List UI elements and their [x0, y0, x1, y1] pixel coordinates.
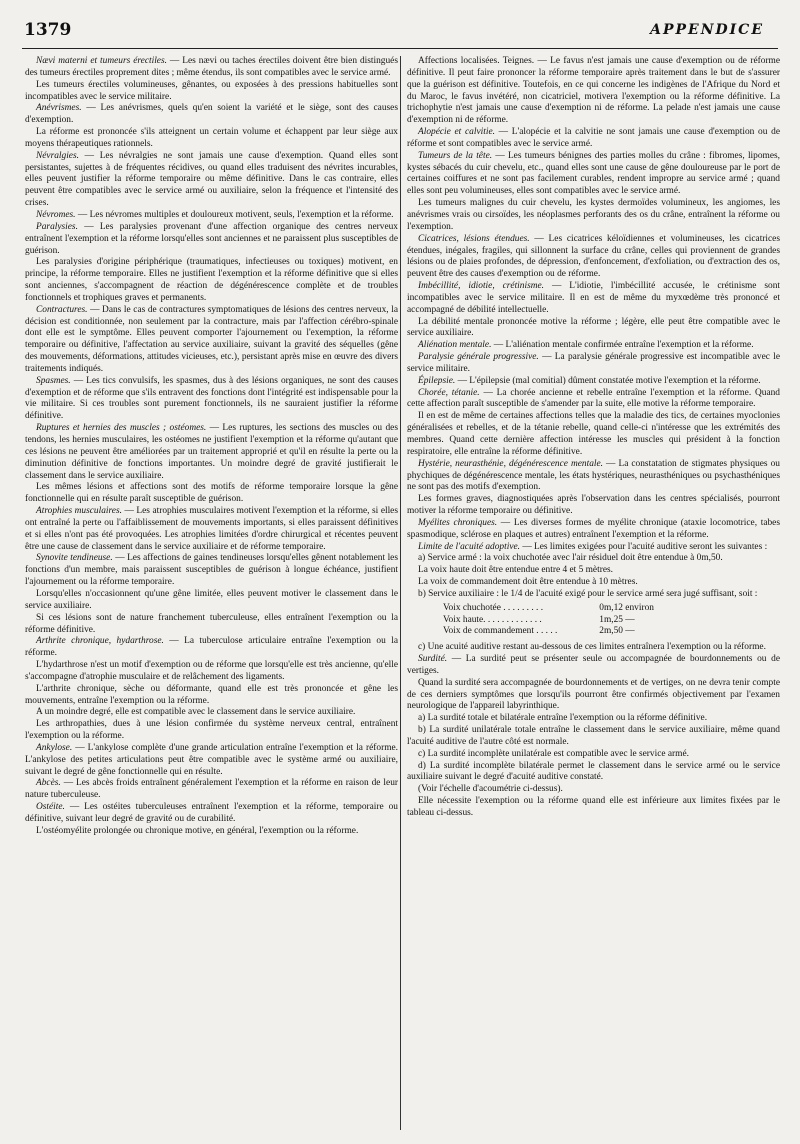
section-heading: Contractures. — [36, 304, 88, 315]
paragraph-text: Lorsqu'elles n'occasionnent qu'une gêne limitée, elles peuvent motiver le classement dans le service auxiliaire. — [25, 588, 398, 611]
paragraph-text: — Les anévrismes, quels qu'en soient la variété et le siège, sont des causes d'exemption. — [25, 103, 398, 126]
voice-table — [443, 603, 673, 638]
voice-label: Voix de commandement . . . . . — [443, 626, 558, 637]
paragraph — [25, 506, 398, 553]
section-heading: Ostéite. — [36, 802, 65, 813]
paragraph-text: Elle nécessite l'exemption ou la réforme quand elle est inférieure aux limites fixées par le tableau ci-dessus. — [407, 796, 780, 819]
paragraph-text: — L'ankylose complète d'une grande articulation entraîne l'exemption et la réforme. L'ankylose des petites articulations peut être compatible avec le système armé ou auxiliaire, suivant le degré de gêne fonctionnelle qui en résulte. — [25, 742, 398, 777]
paragraph — [25, 423, 398, 482]
paragraph — [25, 151, 398, 210]
paragraph — [407, 411, 780, 458]
paragraph-text: L'arthrite chronique, sèche ou déformante, quand elle est très prononcée et gêne les mouvements, entraîne l'exemption ou la réforme. — [25, 683, 398, 706]
right-column-lower — [407, 642, 780, 820]
section-heading: Ankylose. — [36, 742, 73, 753]
paragraph — [407, 725, 780, 749]
paragraph — [407, 713, 780, 725]
paragraph-text: — Les paralysies provenant d'une affection organique des centres nerveux entraînent l'exemption et la réforme lorsqu'elles sont anciennes et ne paraissent plus susceptibles de guérison. — [25, 221, 398, 256]
paragraph-text: — Dans le cas de contractures symptomatiques de lésions des centres nerveux, la décision est conditionnée, non seulement par la contracture, mais par l'affection cérébro-spinale dont elle est le symptôme. Elles peuvent comporter l'ajournement ou l'exemption, la réforme temporaire ou définitive, l'affectation au service auxiliaire, suivant la gravité des séquelles (gêne des mouvements, déformations, attitudes vicieuses, etc.), persistant après mise en œuvre des divers traitements indiqués. — [25, 304, 398, 374]
paragraph-text: — Les ostéites tuberculeuses entraînent l'exemption et la réforme, temporaire ou définitive, suivant leur degré de gravité ou de curabilité. — [25, 802, 398, 824]
paragraph — [25, 636, 398, 660]
paragraph — [407, 542, 780, 554]
paragraph — [25, 376, 398, 423]
header-rule — [22, 48, 778, 49]
paragraph — [407, 127, 780, 151]
left-column — [25, 56, 398, 1130]
paragraph-text: — Les affections de gaines tendineuses lorsqu'elles gênent notablement les fonctions d'un membre, mais paraissent susceptibles de guérison à longue échéance, justifient l'ajournement ou la réforme temporaire. — [25, 553, 398, 588]
paragraph — [407, 151, 780, 198]
paragraph — [407, 678, 780, 714]
paragraph — [25, 719, 398, 743]
section-heading: Limite de l'acuité adoptive. — [418, 541, 520, 552]
paragraph-text: — La tuberculose articulaire entraîne l'exemption ou la réforme. — [25, 636, 398, 659]
paragraph — [407, 234, 780, 281]
paragraph — [25, 210, 398, 222]
paragraph — [25, 613, 398, 637]
paragraph-text: — L'aliénation mentale confirmée entraîne l'exemption et la réforme. — [491, 340, 754, 351]
section-heading: Spasmes. — [36, 375, 71, 386]
paragraph — [25, 684, 398, 708]
voice-label: Voix haute. . . . . . . . . . . . . — [443, 614, 542, 625]
paragraph — [407, 494, 780, 518]
table-row — [443, 603, 673, 615]
paragraph — [407, 642, 780, 654]
paragraph — [407, 796, 780, 820]
section-heading: Atrophies musculaires. — [36, 506, 122, 517]
paragraph — [407, 577, 780, 589]
paragraph-text: — L'alopécie et la calvitie ne sont jamais une cause d'exemption ou de réforme et sont compatibles avec le service armé. — [407, 127, 780, 149]
section-heading: Synovite tendineuse. — [36, 553, 113, 564]
paragraph — [407, 376, 780, 388]
right-column-upper — [407, 56, 780, 601]
section-heading: Aliénation mentale. — [418, 340, 492, 351]
paragraph-text: Les mêmes lésions et affections sont des motifs de réforme temporaire lorsque la gêne fonctionnelle qui en résulte paraît susceptible de guérison. — [25, 482, 398, 505]
paragraph-text: — La surdité peut se présenter seule ou accompagnée de bourdonnements ou de vertiges. — [407, 654, 780, 676]
paragraph-text: — Les abcès froids entraînent généralement l'exemption et la réforme en raison de leur nature tuberculeuse. — [25, 778, 398, 801]
paragraph — [25, 56, 398, 80]
paragraph-text: — Les ruptures, les sections des muscles ou des tendons, les hernies musculaires, les ostéomes ne justifient l'exemption et la réforme qu'autant que ces lésions ne peuvent être améliorées par un traitement approprié et qu'il en résulte la perte ou la diminution définitive de fonctions importantes. Un moindre degré de gravité justifierait le classement dans le service auxiliaire. — [25, 423, 398, 481]
paragraph — [407, 198, 780, 234]
paragraph-text: — La paralysie générale progressive est incompatible avec le service militaire. — [407, 352, 780, 374]
section-heading: Arthrite chronique, hydarthrose. — [36, 636, 164, 647]
section-heading: Paralysie générale progressive. — [418, 352, 539, 363]
paragraph — [407, 565, 780, 577]
running-title: APPENDICE — [650, 22, 764, 38]
paragraph — [407, 317, 780, 341]
paragraph-text: La débilité mentale prononcée motive la réforme ; légère, elle peut être compatible avec le service auxiliaire. — [407, 316, 780, 339]
section-heading: Surdité. — [418, 654, 448, 665]
paragraph-text: — Les névromes multiples et douloureux motivent, seuls, l'exemption et la réforme. — [75, 209, 394, 220]
paragraph — [407, 749, 780, 761]
paragraph — [407, 784, 780, 796]
paragraph — [25, 743, 398, 779]
paragraph-text: Les formes graves, diagnostiquées après l'observation dans les centres spécialisés, pourront motiver la réforme temporaire ou définitive. — [407, 494, 780, 517]
paragraph — [25, 257, 398, 304]
paragraph — [407, 340, 780, 352]
paragraph-text: La réforme est prononcée s'ils atteignent un certain volume et échappent par leur siège aux moyens thérapeutiques rationnels. — [25, 127, 398, 149]
voice-value: 1m,25 — — [599, 614, 635, 625]
paragraph-text: La voix de commandement doit être entendue à 10 mètres. — [418, 577, 638, 588]
paragraph-text: Affections localisées. Teignes. — Le favus n'est jamais une cause d'exemption ou de réforme définitive. Il peut faire prononcer la réforme temporaire après traitement dans le but de s'assurer que la guérison est définitive. Toutefois, en ce qui concerne les indigènes de l'Afrique du Nord et du Maroc, le favus invétéré, non cicatriciel, motivera l'exemption ou la réforme définitive. La trichophytie n'est jamais une cause d'exemption ni de réforme. La pelade n'est jamais une cause d'exemption ni de réforme. — [407, 56, 780, 126]
paragraph — [25, 482, 398, 506]
paragraph — [407, 56, 780, 127]
paragraph — [25, 826, 398, 838]
paragraph-text: (Voir l'échelle d'acoumétrie ci-dessus). — [418, 784, 563, 795]
paragraph — [25, 305, 398, 376]
paragraph-text: c) Une acuité auditive restant au-dessous de ces limites entraînera l'exemption ou la réforme. — [418, 642, 766, 653]
paragraph — [25, 127, 398, 151]
paragraph — [25, 589, 398, 613]
paragraph — [407, 589, 780, 601]
paragraph-text: — La constatation de stigmates physiques ou phychiques de dégénérescence mentale, les états hystériques, neurasthéniques ou psychasthéniques ne sont pas des motifs d'exemption. — [407, 458, 780, 493]
voice-value: 2m,50 — — [599, 626, 635, 637]
paragraph-text: — Les tics convulsifs, les spasmes, dus à des lésions organiques, ne sont des causes d'exemption et de réforme que s'ils entravent des fonctions dont l'intégrité est indispensable pour la vie militaire. Si ces troubles sont purement fonctionnels, ils ne sauraient justifier la réforme définitive. — [25, 375, 398, 422]
paragraph — [407, 281, 780, 317]
section-heading: Chorée, tétanie. — [418, 387, 480, 398]
section-heading: Myélites chroniques. — [418, 517, 498, 528]
paragraph-text: Les tumeurs érectiles volumineuses, gênantes, ou exposées à des pressions habituelles sont incompatibles avec le service militaire. — [25, 79, 398, 102]
paragraph — [407, 518, 780, 542]
section-heading: Névralgies. — [36, 150, 79, 161]
paragraph-text: — Les diverses formes de myélite chronique (ataxie locomotrice, tabes spasmodique, sclérose en plaques et autres) entraînent l'exemption et la réforme. — [407, 517, 780, 540]
column-separator — [400, 56, 401, 1130]
paragraph — [407, 388, 780, 412]
paragraph-text: La voix haute doit être entendue entre 4 et 5 mètres. — [418, 565, 613, 576]
paragraph-text: — L'idiotie, l'imbécillité accusée, le crétinisme sont incompatibles avec le service militaire. Il en est de même du myxœdème très prononcé et accompagné de débilité intellectuelle. — [407, 281, 780, 315]
section-heading: Épilepsie. — [418, 375, 456, 386]
voice-value: 0m,12 environ — [599, 602, 654, 613]
page-number: 1379 — [24, 20, 72, 40]
paragraph-text: Il en est de même de certaines affections telles que la maladie des tics, de certaines myoclonies généralisées et rebelles, et de la tétanie rebelle, quand celle-ci n'intéresse que les extrémités des membres. Quand cette dernière affection intéresse les muscles qui président à la fonction respiratoire, elle entraîne la réforme définitive. — [407, 411, 780, 457]
paragraph-text: — Les limites exigées pour l'acuité auditive seront les suivantes : — [519, 541, 768, 552]
paragraph-text: Les paralysies d'origine périphérique (traumatiques, infectieuses ou toxiques) motivent, en principe, la réforme temporaire. Elles ne justifient l'exemption et la réforme définitive que si elles sont anciennes, s'accompagnent de réaction de dégénérescence complète et de troubles fonctionnels et trophiques graves et permanents. — [25, 257, 398, 303]
paragraph — [25, 660, 398, 684]
paragraph-text: — Les tumeurs bénignes des parties molles du crâne : fibromes, lipomes, kystes sébacés du cuir chevelu, etc., quand elles sont une cause de gêne douloureuse par le port de certaines coiffures et ne sont pas facilement curables, rendent impropre au service armé ; quand elles sont peu volumineuses, elles sont compatibles avec le service armé. — [407, 150, 780, 197]
paragraph-text: A un moindre degré, elle est compatible avec le classement dans le service auxiliaire. — [36, 707, 356, 718]
paragraph-text: — Les atrophies musculaires motivent l'exemption et la réforme, si elles ont entraîné la perte ou l'affaiblissement de mouvements importants, si elles paraissent définitives et si elles n'ont pas été provoquées. Les atrophies limitées d'ordre chirurgical et récentes peuvent être une cause de classement dans le service auxiliaire et de réforme temporaire. — [25, 506, 398, 552]
paragraph-text: — La chorée ancienne et rebelle entraîne l'exemption et la réforme. Quand cette affection paraît susceptible de s'amender par la suite, elle motive la réforme temporaire. — [407, 387, 780, 410]
paragraph-text: b) Service auxiliaire : le 1/4 de l'acuité exigé pour le service armé sera jugé suffisant, soit : — [418, 588, 758, 599]
paragraph-text: c) La surdité incomplète unilatérale est compatible avec le service armé. — [418, 748, 689, 759]
paragraph — [25, 80, 398, 104]
section-heading: Alopécie et calvitie. — [418, 127, 495, 138]
section-heading: Nævi materni et tumeurs érectiles. — [36, 56, 167, 66]
section-heading: Anévrismes. — [36, 103, 82, 114]
paragraph-text: Les arthropathies, dues à une lésion confirmée du système nerveux central, entraînent l'exemption ou la réforme. — [25, 719, 398, 742]
right-column — [407, 56, 780, 1130]
paragraph-text: a) Service armé : la voix chuchotée avec l'air résiduel doit être entendue à 0m,50. — [418, 553, 723, 564]
section-heading: Hystérie, neurasthénie, dégénérescence mentale. — [418, 458, 604, 469]
paragraph — [25, 707, 398, 719]
paragraph-text: — Les nævi ou taches érectiles doivent être bien distingués des tumeurs érectiles proprement dites ; même étendus, ils sont compatibles avec le service armé. — [25, 56, 398, 78]
running-header — [0, 0, 800, 46]
paragraph-text: b) La surdité unilatérale totale entraîne le classement dans le service auxiliaire, même quand l'acuité auditive de l'autre côté est normale. — [407, 725, 780, 747]
paragraph-text: L'hydarthrose n'est un motif d'exemption ou de réforme que lorsqu'elle est très ancienne, qu'elle s'accompagne d'atrophie musculaire et de relâchement des ligaments. — [25, 660, 398, 682]
section-heading: Imbécillité, idiotie, crétinisme. — [418, 281, 545, 292]
paragraph-text: — Les cicatrices kéloïdiennes et volumineuses, les cicatrices étendues, inégales, fragiles, qui sillonnent la surface du crâne, celles qui proviennent de grandes lésions ou de plaies profondes, de dépression, d'enfoncement, d'exfoliation, ou d'extraction des os, peuvent être des causes d'exemption ou de réforme. — [407, 233, 780, 280]
paragraph — [407, 352, 780, 376]
section-heading: Cicatrices, lésions étendues. — [418, 233, 530, 244]
section-heading: Abcès. — [36, 778, 61, 789]
section-heading: Paralysies. — [36, 221, 78, 232]
paragraph — [407, 459, 780, 495]
paragraph — [25, 802, 398, 826]
paragraph-text: Les tumeurs malignes du cuir chevelu, les kystes dermoïdes volumineux, les angiomes, les anévrismes vrais ou cirsoïdes, les néoplasmes perforants des os du crâne, entraînent la réforme ou l'exemption. — [407, 198, 780, 232]
section-heading: Ruptures et hernies des muscles ; ostéomes. — [36, 423, 207, 434]
paragraph — [407, 553, 780, 565]
paragraph-text: — Les névralgies ne sont jamais une cause d'exemption. Quand elles sont persistantes, sujettes à de fréquentes récidives, ou quand elles traduisent des névrites incurables, elles peuvent justifier la réforme temporaire ou même définitive. Dans le cas contraire, elles peuvent être compatibles avec le service armé ou auxiliaire, selon la fréquence et l'intensité des crises. — [25, 150, 398, 209]
paragraph-text: d) La surdité incomplète bilatérale permet le classement dans le service armé ou le service auxiliaire suivant le degré d'acuité auditive constaté. — [407, 760, 780, 783]
voice-label: Voix chuchotée . . . . . . . . . — [443, 602, 544, 613]
paragraph — [407, 761, 780, 785]
paragraph-text: — L'épilepsie (mal comitial) dûment constatée motive l'exemption et la réforme. — [455, 375, 761, 386]
section-heading: Névromes. — [36, 209, 76, 220]
table-row — [443, 615, 673, 627]
table-row — [443, 626, 673, 638]
paragraph-text: Quand la surdité sera accompagnée de bourdonnements et de vertiges, on ne devra tenir compte de ces derniers symptômes que lorsqu'ils pourront être confirmés objectivement par l'examen neurologique de l'appareil labyrinthique. — [407, 677, 780, 712]
paragraph — [407, 654, 780, 678]
paragraph — [25, 778, 398, 802]
paragraph — [25, 553, 398, 589]
paragraph-text: L'ostéomyélite prolongée ou chronique motive, en général, l'exemption ou la réforme. — [36, 825, 359, 836]
section-heading: Tumeurs de la tête. — [418, 150, 493, 161]
paragraph-text: a) La surdité totale et bilatérale entraîne l'exemption ou la réforme définitive. — [418, 713, 708, 724]
paragraph — [25, 222, 398, 258]
paragraph-text: Si ces lésions sont de nature franchement tuberculeuse, elles entraînent l'exemption ou la réforme définitive. — [25, 612, 398, 635]
paragraph — [25, 103, 398, 127]
